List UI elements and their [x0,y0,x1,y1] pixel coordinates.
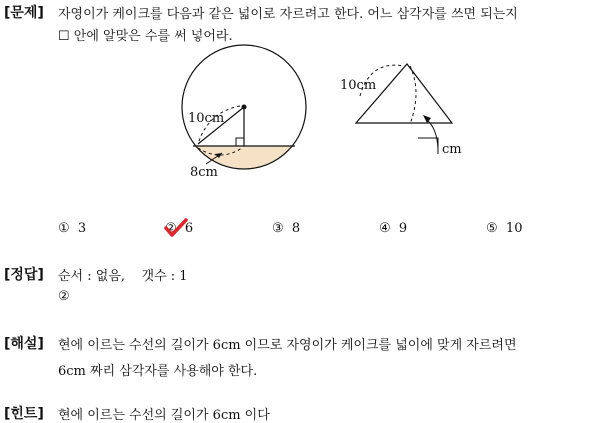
choice-3-mark: ③ [272,221,284,236]
answer-tag: [정답] [4,267,44,283]
answer-value: ② [58,289,70,304]
choice-1-value: 3 [77,221,87,236]
triangle-arrowhead [423,115,431,123]
right-angle-mark [236,138,244,146]
triangle-ruler [356,64,452,123]
choice-2-value: 6 [184,221,194,236]
answer-unit: cm [442,142,462,157]
choice-3[interactable] [272,221,300,236]
explanation-line1: 현에 이르는 수선의 길이가 6cm 이므로 자영이가 케이크를 넓이에 맞게 자르려면 [58,338,517,353]
answer-meta: 순서 : 없음, 갯수 : 1 [58,269,188,284]
choice-4-mark: ④ [379,221,391,236]
figure [170,40,470,190]
center-dot [242,105,247,110]
chord-label: 8cm [190,165,218,180]
question-text-line2: ☐ 안에 알맞은 수를 써 넣어라. [58,29,233,44]
choice-5[interactable] [486,221,522,236]
question-text-line1: 자영이가 케이크를 다음과 같은 넓이로 자르려고 한다. 어느 삼각자를 쓰면 되는지 [58,7,518,22]
choice-1[interactable] [58,221,86,236]
choice-5-value: 10 [505,221,523,236]
question-tag: [문제] [4,5,44,21]
radius-label: 10cm [188,111,225,126]
choice-1-mark: ① [58,221,70,236]
triangle-label: 10cm [340,78,377,93]
explanation-line2: 6cm 짜리 삼각자를 사용해야 한다. [58,364,258,379]
choice-4-value: 9 [398,221,408,236]
explanation-tag: [해설] [4,336,44,352]
choice-4[interactable] [379,221,407,236]
answer-box [418,138,438,154]
choice-2-mark: ② [165,221,177,236]
choice-5-mark: ⑤ [486,221,498,236]
hint-tag: [힌트] [4,406,44,422]
choice-3-value: 8 [291,221,301,236]
hint-line1: 현에 이르는 수선의 길이가 6cm 이다 [58,408,270,423]
check-mark-icon [163,217,189,239]
